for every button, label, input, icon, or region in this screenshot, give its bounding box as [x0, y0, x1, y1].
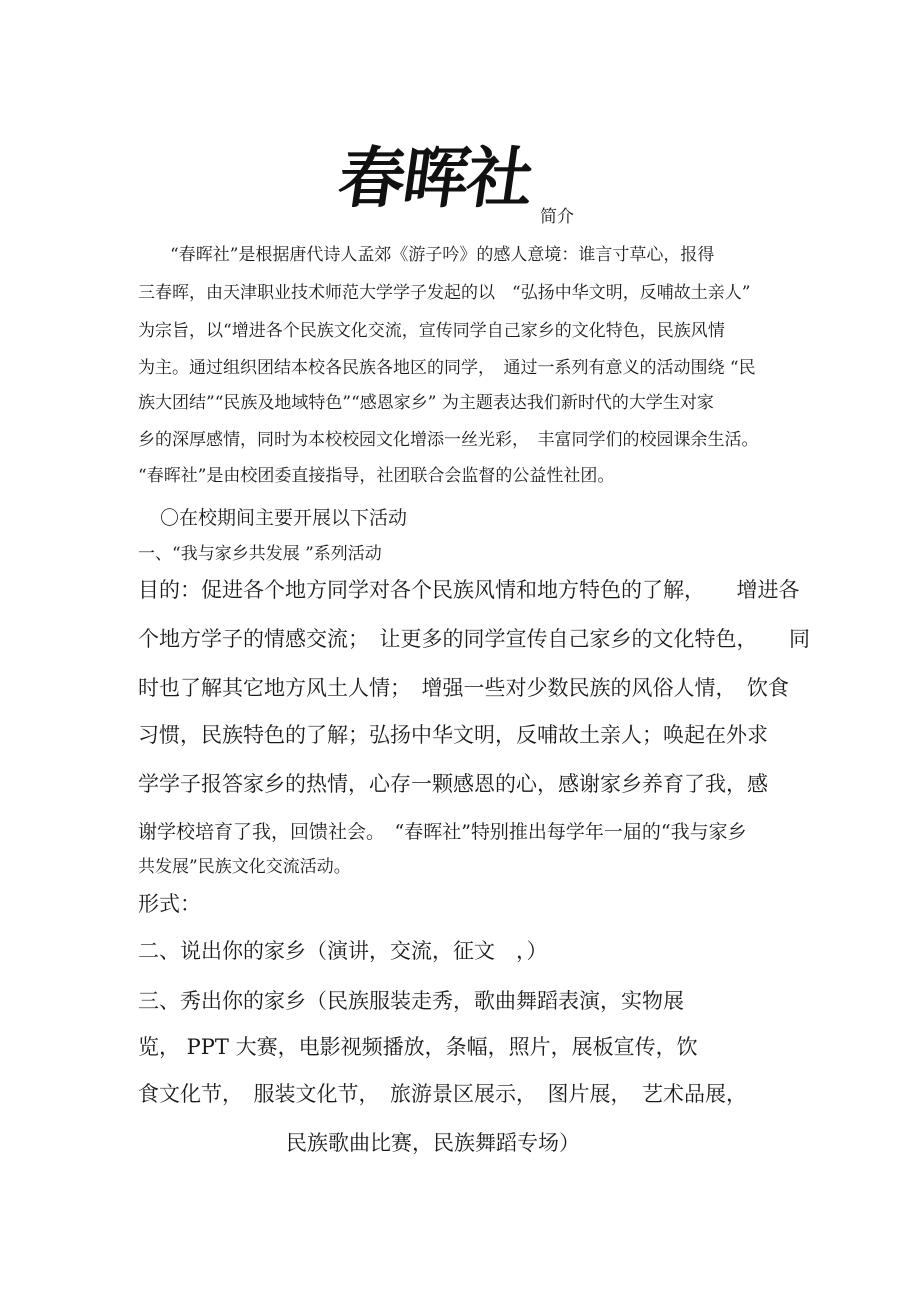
section1-title: 一、“我与家乡共发展 ”系列活动 [138, 544, 382, 564]
purpose-line-7: 共发展”民族文化交流活动。 [138, 857, 351, 877]
purpose-line-2: 个地方学子的情感交流； 让更多的同学宣传自己家乡的文化特色， 同 [138, 627, 810, 651]
purpose-line-4: 习惯，民族特色的了解；弘扬中华文明，反哺故土亲人；唤起在外求 [138, 723, 768, 747]
intro-line-4: 为主。通过组织团结本校各民族各地区的同学， 通过一系列有意义的活动围绕 “民 [138, 358, 756, 378]
section3-line-3: 食文化节， 服装文化节， 旅游景区展示， 图片展， 艺术品展， [138, 1082, 747, 1106]
purpose-line-6: 谢学校培育了我，回馈社会。 “春晖社”特别推出每学年一届的“我与家乡 [138, 821, 747, 843]
purpose-line-5: 学学子报答家乡的热情，心存一颗感恩的心，感谢家乡养育了我，感 [138, 772, 768, 796]
intro-line-3: 为宗旨，以“增进各个民族文化交流，宣传同学自己家乡的文化特色，民族风情 [138, 321, 725, 341]
form-label: 形式： [138, 892, 201, 916]
intro-line-7: “春晖社”是由校团委直接指导，社团联合会监督的公益性社团。 [138, 466, 615, 486]
intro-line-2: 三春晖，由天津职业技术师范大学学子发起的以 “弘扬中华文明，反哺故土亲人” [138, 283, 751, 303]
subtitle: 简介 [540, 207, 574, 227]
section3-line-4: 民族歌曲比赛，民族舞蹈专场） [286, 1131, 580, 1155]
section3-line-1: 三、秀出你的家乡（民族服装走秀，歌曲舞蹈表演，实物展 [138, 989, 684, 1013]
purpose-line-1: 目的：促进各个地方同学对各个民族风情和地方特色的了解， 增进各 [138, 578, 800, 602]
intro-line-5: 族大团结”“民族及地域特色”“感恩家乡” 为主题表达我们新时代的大学生对家 [138, 393, 714, 413]
purpose-line-3: 时也了解其它地方风土人情； 增强一些对少数民族的风俗人情， 饮食 [138, 676, 789, 700]
intro-line-1: “春晖社”是根据唐代诗人孟郊《游子吟》的感人意境：谁言寸草心，报得 [170, 245, 715, 265]
logo-calligraphy: 春晖社 [333, 140, 537, 217]
intro-line-6: 乡的深厚感情，同时为本校校园文化增添一丝光彩， 丰富同学们的校园课余生活。 [138, 430, 759, 450]
section2-title: 二、说出你的家乡（演讲，交流，征文 ，） [138, 939, 548, 963]
section3-line-2: 览， PPT 大赛，电影视频播放，条幅，照片，展板宣传，饮 [138, 1035, 698, 1059]
activities-heading: 〇在校期间主要开展以下活动 [160, 507, 408, 529]
